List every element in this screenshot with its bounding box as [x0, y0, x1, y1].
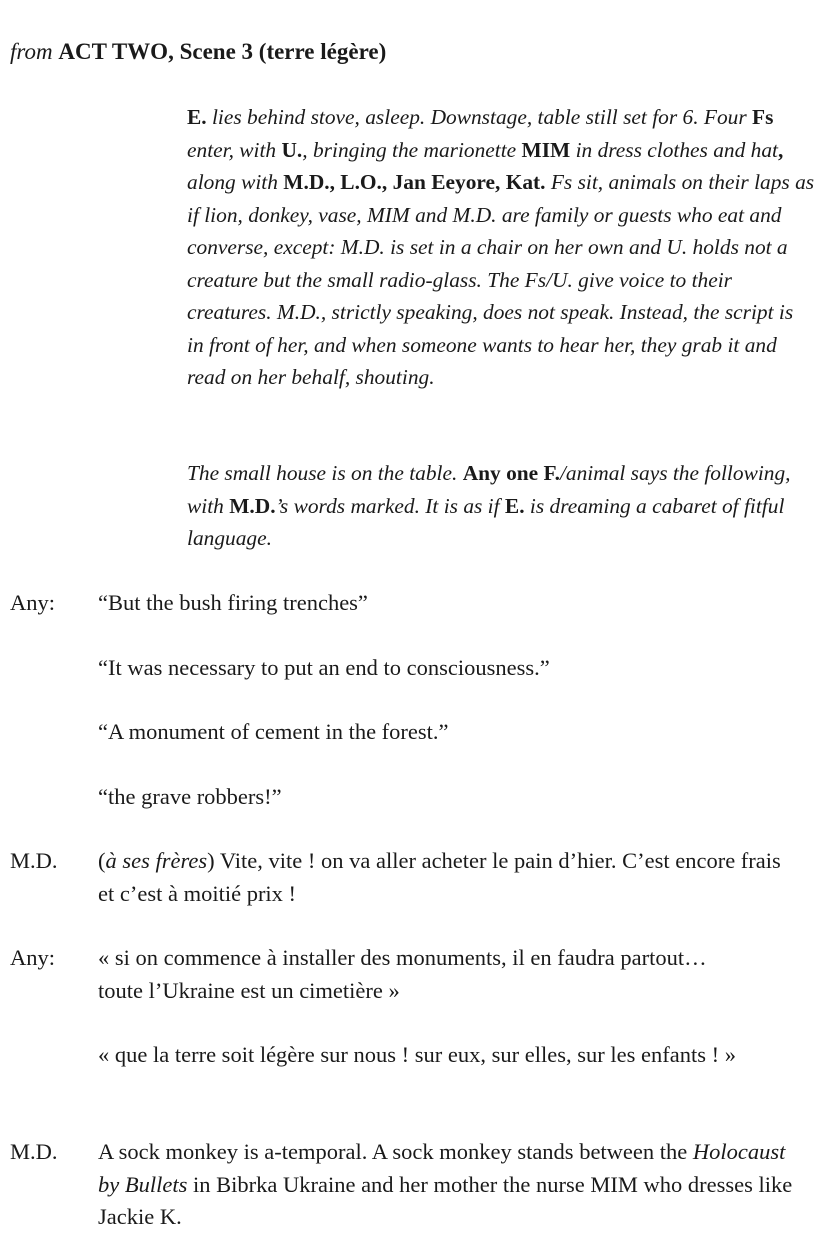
dialogue-line-1: “But the bush firing trenches”: [98, 590, 368, 615]
dialogue-line-8: [98, 1136, 803, 1234]
direction1-segment: enter, with: [187, 137, 282, 162]
stage-direction-2: [187, 457, 815, 555]
dialogue-line-5: [98, 845, 798, 910]
heading-from: from: [10, 39, 53, 64]
direction1-segment: lies behind stove, asleep. Downstage, table still set for 6. Four: [206, 105, 753, 129]
direction1-segment: Fs sit, animals on their laps as if lion, donkey, vase, MIM and M.D. are family or guests who eat and converse, except: M.D. is set in a chair on her own and U. holds not a creature but the small radio-glass. The Fs/U. give voice to their creatures. M.D., strictly speaking, does not speak. Instead, the script is in front of her, and when someone wants to hear her, they grab it and read on her behalf, shouting.: [187, 170, 815, 389]
speaker-md-1: M.D.: [10, 848, 58, 873]
speaker-any-2: Any:: [10, 945, 55, 970]
heading-act: ACT TWO, Scene 3 (terre légère): [58, 39, 387, 64]
speaker-any-1: Any:: [10, 590, 55, 615]
direction1-segment: MIM: [521, 137, 571, 162]
direction1-segment: ,: [778, 137, 784, 162]
direction1-segment: E.: [187, 105, 207, 129]
direction1-segment: Fs: [752, 105, 774, 129]
stage-direction-1: [187, 101, 815, 394]
line-5-italic: à ses frères: [105, 848, 208, 873]
dialogue-line-7: « que la terre soit légère sur nous ! sur eux, sur elles, sur les enfants ! »: [98, 1042, 736, 1067]
direction2-segment: is dreaming a cabaret of fitful language.: [187, 493, 785, 550]
dialogue-line-6: « si on commence à installer des monuments, il en faudra partout… toute l’Ukraine est un cimetière »: [98, 945, 707, 1003]
dialogue-line-2: “It was necessary to put an end to consciousness.”: [98, 655, 550, 680]
direction1-segment: M.D., L.O., Jan Eeyore, Kat.: [283, 170, 546, 194]
direction1-segment: along with: [187, 170, 284, 194]
line-5-text: ) Vite, vite ! on va aller acheter le pain d’hier. C’est encore frais et c’est à moitié prix !: [98, 848, 781, 906]
direction2-segment: E.: [504, 493, 525, 518]
line-8-italic: Holocaust by Bullets: [98, 1139, 786, 1197]
direction2-segment: Any one F.: [462, 461, 560, 485]
line-5-paren: (: [98, 848, 106, 873]
dialogue-line-3: “A monument of cement in the forest.”: [98, 719, 449, 744]
line-8-text-a: A sock monkey is a-temporal. A sock monkey stands between the: [98, 1139, 693, 1164]
scene-heading: [10, 36, 386, 68]
direction1-segment: in dress clothes and hat: [570, 137, 778, 162]
dialogue-line-4: “the grave robbers!”: [98, 784, 282, 809]
speaker-md-2: M.D.: [10, 1139, 58, 1164]
line-8-text-b: in Bibrka Ukraine and her mother the nurse MIM who dresses like Jackie K.: [98, 1171, 793, 1229]
direction2-segment: M.D.: [229, 493, 276, 518]
direction1-segment: U.: [281, 137, 303, 162]
direction2-segment: ’s words marked. It is as if: [275, 493, 505, 518]
direction2-segment: /animal says the following, with: [187, 461, 791, 518]
direction2-segment: The small house is on the table.: [187, 461, 463, 485]
direction1-segment: , bringing the marionette: [302, 137, 522, 162]
